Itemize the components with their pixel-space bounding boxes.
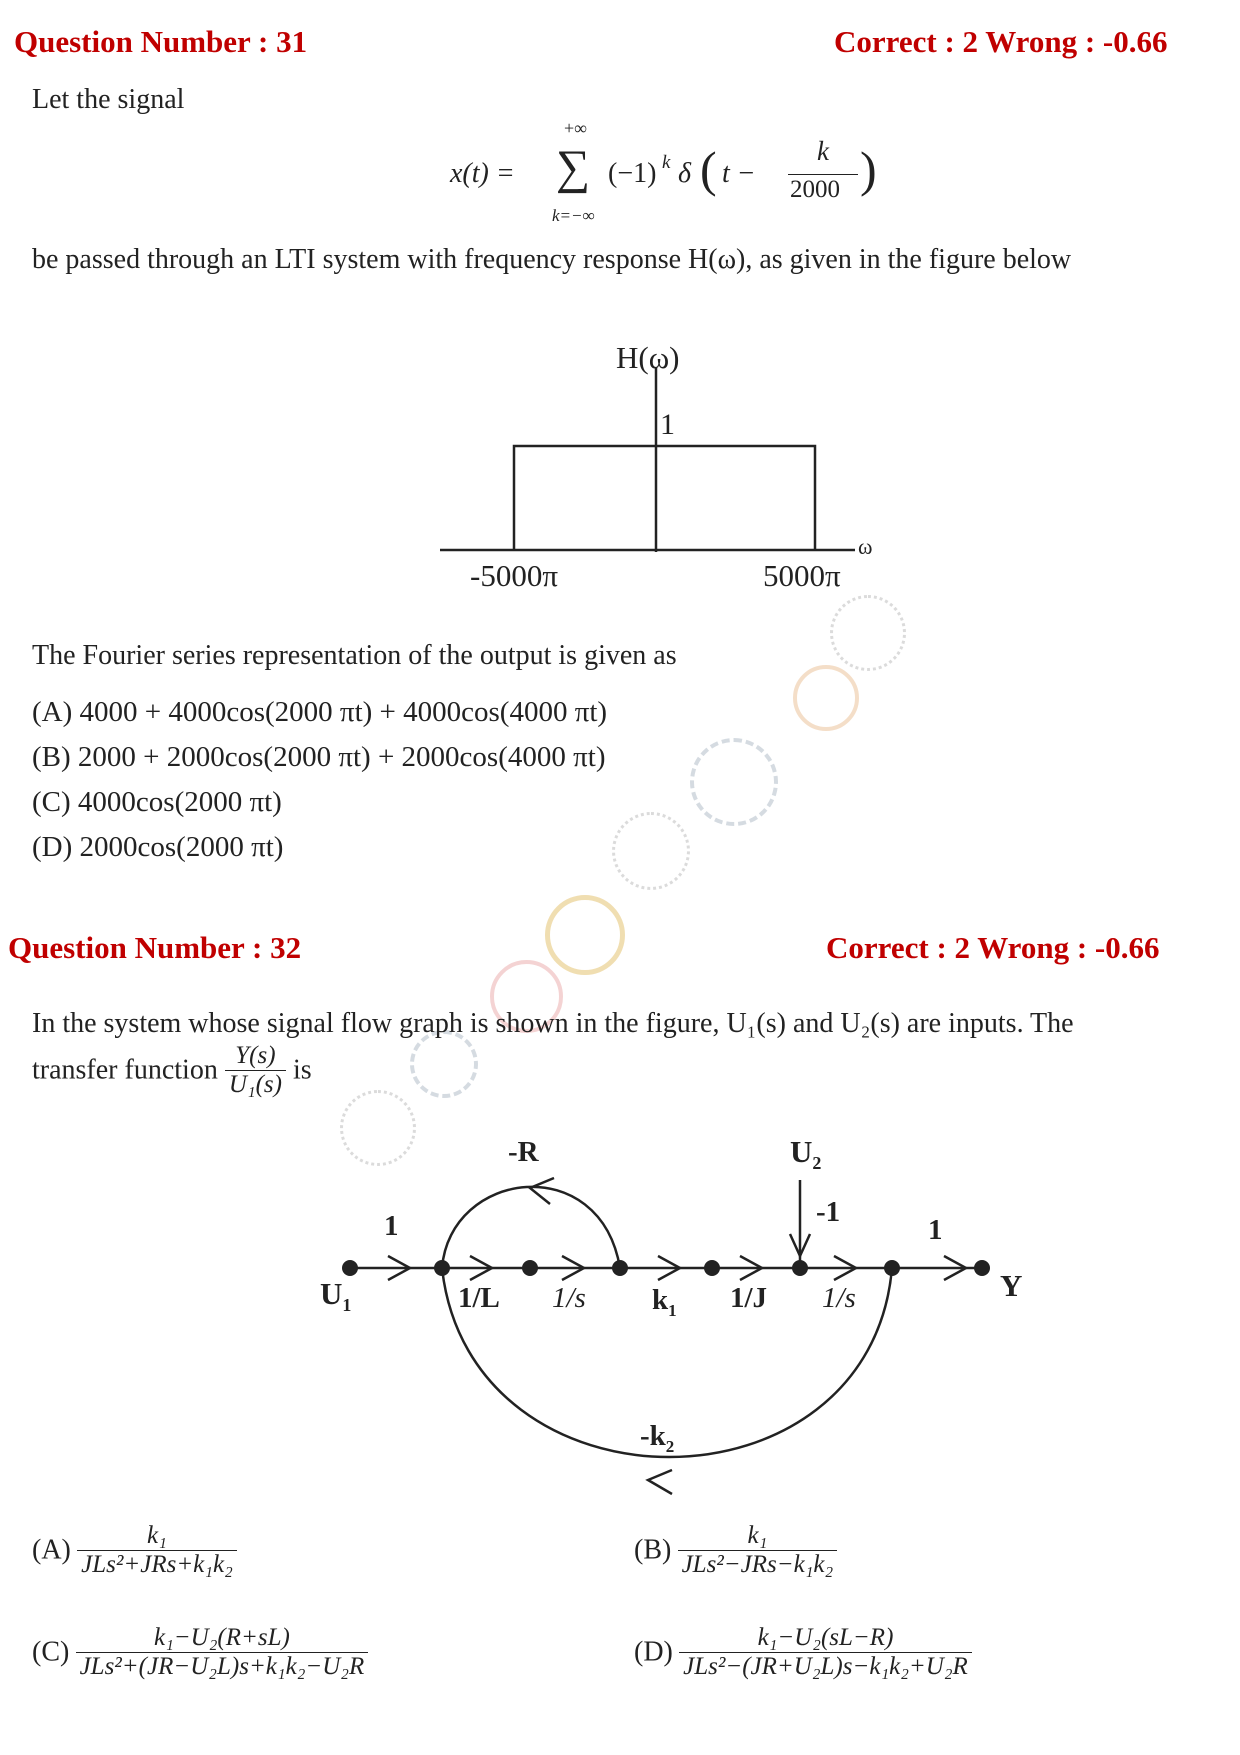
transfer-function-fraction bbox=[225, 1042, 286, 1099]
h-omega-label: H(ω) bbox=[616, 340, 680, 375]
option-fraction bbox=[679, 1624, 972, 1681]
watermark-seal bbox=[830, 595, 906, 671]
tf-is: is bbox=[292, 1054, 312, 1086]
node bbox=[974, 1260, 990, 1276]
q32-option-c[interactable] bbox=[32, 1624, 368, 1681]
option-denominator: JLs²+(JR−U₂L)s+k₁k₂−U₂R bbox=[76, 1652, 369, 1681]
q31-number: Question Number : 31 bbox=[14, 24, 308, 59]
watermark-seal bbox=[612, 812, 690, 890]
q31-option-c[interactable] bbox=[32, 786, 282, 819]
option-letter: (B) bbox=[32, 741, 71, 773]
tf-denominator: U₁(s) bbox=[225, 1070, 286, 1099]
option-denominator: JLs²−JRs−k₁k₂ bbox=[678, 1550, 838, 1579]
gain-minus-r: -R bbox=[508, 1136, 539, 1168]
node bbox=[884, 1260, 900, 1276]
option-letter: (D) bbox=[634, 1636, 673, 1668]
q31-body: be passed through an LTI system with frequency response H(ω), as given in the figure below bbox=[32, 244, 1072, 275]
option-text: 2000cos(2000 πt) bbox=[79, 831, 284, 863]
option-letter: (C) bbox=[32, 1636, 70, 1668]
option-denominator: JLs²−(JR+U₂L)s−k₁k₂+U₂R bbox=[679, 1652, 972, 1681]
frac-bar bbox=[788, 174, 858, 175]
option-numerator: k₁−U₂(R+sL) bbox=[154, 1624, 290, 1651]
node bbox=[704, 1260, 720, 1276]
frac-den: 2000 bbox=[790, 176, 840, 203]
gain-k1: $k_1$ bbox=[652, 1284, 677, 1320]
q32-option-d[interactable] bbox=[634, 1624, 972, 1681]
gain-1-input: 1 bbox=[384, 1210, 399, 1242]
node bbox=[342, 1260, 358, 1276]
rect-response bbox=[514, 446, 815, 550]
option-letter: (B) bbox=[634, 1534, 672, 1566]
gain-1-over-l: 1/L bbox=[458, 1282, 500, 1314]
arrow bbox=[530, 1178, 554, 1204]
q32-body-line1: In the system whose signal flow graph is shown in the figure, U₁(s) and U₂(s) are inputs. The bbox=[32, 1008, 1074, 1039]
node-y-label: Y bbox=[1000, 1268, 1023, 1303]
q31-option-b[interactable] bbox=[32, 741, 605, 774]
q32-marks: Correct : 2 Wrong : -0.66 bbox=[826, 930, 1160, 965]
sum-sign: ∑ bbox=[556, 141, 591, 194]
q31-option-a[interactable] bbox=[32, 696, 607, 729]
option-letter: (D) bbox=[32, 831, 73, 863]
option-fraction bbox=[76, 1624, 369, 1681]
q31-question: The Fourier series representation of the output is given as bbox=[32, 640, 677, 671]
node bbox=[792, 1260, 808, 1276]
term-base: (−1) bbox=[608, 158, 657, 189]
option-fraction bbox=[678, 1522, 838, 1579]
option-fraction bbox=[77, 1522, 237, 1579]
q32-option-b[interactable] bbox=[634, 1522, 837, 1579]
watermark-seal bbox=[340, 1090, 416, 1166]
omega-axis-label: ω bbox=[858, 534, 873, 559]
arrow bbox=[658, 1256, 680, 1280]
option-text: 4000 + 4000cos(2000 πt) + 4000cos(4000 πt) bbox=[79, 696, 608, 728]
term-exp: k bbox=[662, 152, 671, 173]
q31-option-d[interactable] bbox=[32, 831, 283, 864]
arrow bbox=[562, 1256, 584, 1280]
gain-1-output: 1 bbox=[928, 1214, 943, 1246]
paren-open: ( bbox=[700, 141, 717, 197]
node bbox=[522, 1260, 538, 1276]
option-letter: (C) bbox=[32, 786, 71, 818]
arrow bbox=[790, 1234, 810, 1256]
sum-lower: k=−∞ bbox=[552, 206, 595, 225]
watermark-seal bbox=[793, 665, 859, 731]
right-cutoff-label: 5000π bbox=[763, 558, 841, 593]
arrow bbox=[388, 1256, 410, 1280]
delta-symbol: δ bbox=[678, 158, 692, 189]
q31-marks: Correct : 2 Wrong : -0.66 bbox=[834, 24, 1168, 59]
q32-option-a[interactable] bbox=[32, 1522, 237, 1579]
watermark-seal bbox=[410, 1030, 478, 1098]
node-u2-label: $U_2$ bbox=[790, 1134, 822, 1174]
equation-lhs: x(t) = bbox=[450, 158, 515, 189]
gain-minus-1: -1 bbox=[816, 1196, 841, 1228]
option-letter: (A) bbox=[32, 1534, 71, 1566]
q32-body-line2 bbox=[32, 1042, 312, 1099]
option-text: 2000 + 2000cos(2000 πt) + 2000cos(4000 πt) bbox=[77, 741, 606, 773]
q32-number: Question Number : 32 bbox=[8, 930, 302, 965]
arrow bbox=[834, 1256, 856, 1280]
q31-equation bbox=[450, 118, 900, 228]
option-numerator: k₁ bbox=[747, 1522, 768, 1549]
option-denominator: JLs²+JRs+k₁k₂ bbox=[77, 1550, 237, 1579]
gain-1-over-s-a: 1/s bbox=[552, 1282, 586, 1314]
tf-label: transfer function bbox=[32, 1054, 218, 1086]
node bbox=[612, 1260, 628, 1276]
node bbox=[434, 1260, 450, 1276]
loop-minus-r bbox=[442, 1187, 620, 1268]
q31-intro: Let the signal bbox=[32, 84, 185, 115]
arrow bbox=[740, 1256, 762, 1280]
watermark-seal bbox=[690, 738, 778, 826]
left-cutoff-label: -5000π bbox=[470, 558, 558, 593]
sum-upper: +∞ bbox=[564, 118, 587, 138]
arrow bbox=[648, 1470, 672, 1494]
node-u1-label: $U_1$ bbox=[320, 1276, 352, 1316]
option-letter: (A) bbox=[32, 696, 73, 728]
gain-1-over-s-b: 1/s bbox=[822, 1282, 856, 1314]
height-label: 1 bbox=[660, 408, 675, 441]
t-minus: t − bbox=[722, 158, 756, 189]
paren-close: ) bbox=[860, 141, 877, 197]
watermark-seal bbox=[545, 895, 625, 975]
frac-num: k bbox=[817, 136, 829, 166]
gain-minus-k2: $-k_2$ bbox=[640, 1420, 675, 1456]
option-numerator: k₁ bbox=[147, 1522, 167, 1549]
tf-numerator: Y(s) bbox=[235, 1042, 276, 1069]
option-text: 4000cos(2000 πt) bbox=[77, 786, 282, 818]
arrow bbox=[944, 1256, 966, 1280]
option-numerator: k₁−U₂(sL−R) bbox=[757, 1624, 894, 1651]
arrow bbox=[470, 1256, 492, 1280]
gain-1-over-j: 1/J bbox=[730, 1282, 768, 1314]
